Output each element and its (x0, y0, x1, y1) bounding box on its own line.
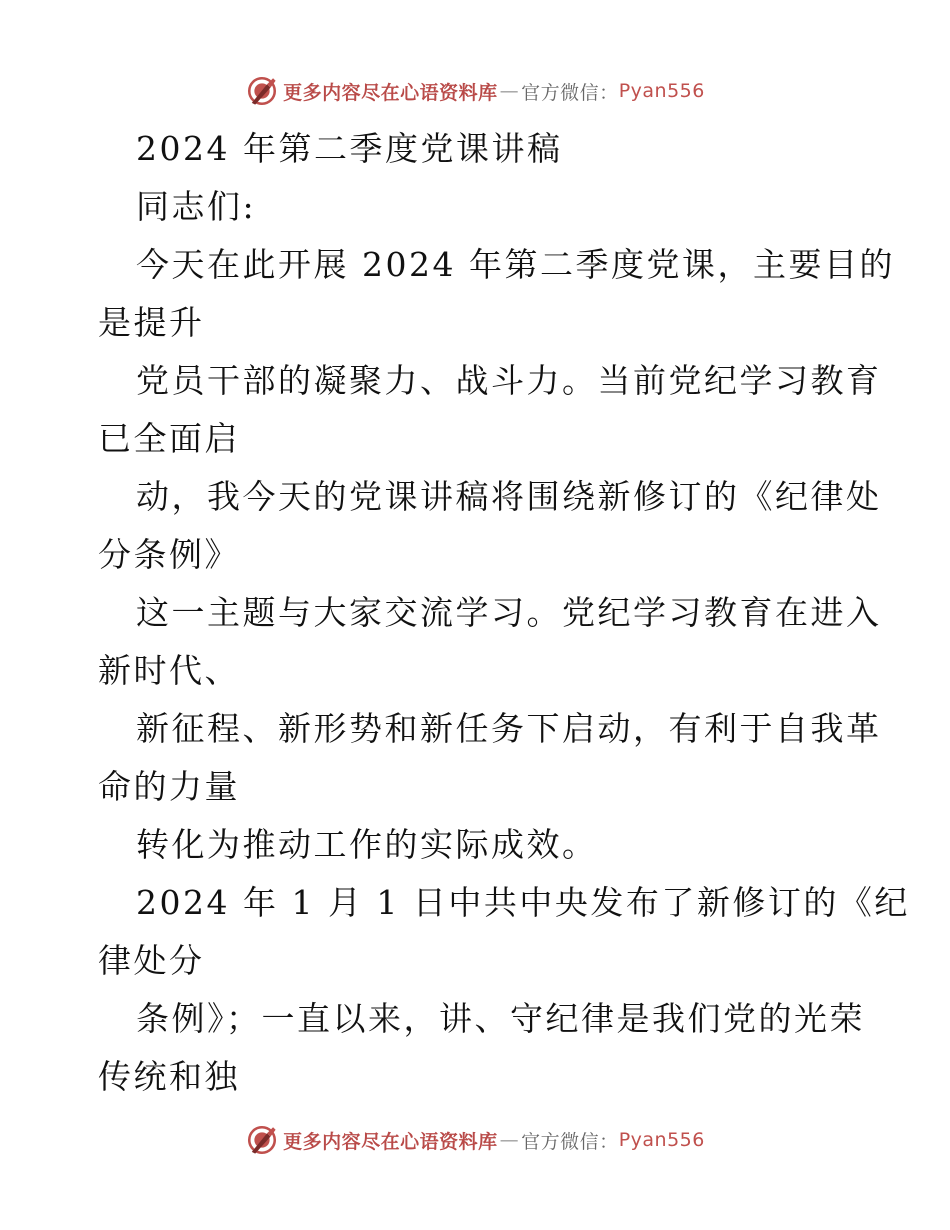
pen-seal-icon (245, 1123, 279, 1157)
text-line: 今天在此开展 2024 年第二季度党课，主要目的 (136, 245, 895, 284)
text-line: 动，我今天的党课讲稿将围绕新修订的《纪律处 (136, 477, 882, 516)
watermark-brand: 更多内容尽在心语资料库 (283, 81, 498, 104)
text-line: 分条例》 (98, 535, 240, 574)
watermark-wechat-id: Pyan556 (618, 1129, 705, 1151)
salutation: 同志们: (136, 187, 257, 226)
watermark-header (0, 71, 950, 111)
text-line: 转化为推动工作的实际成效。 (136, 825, 598, 864)
watermark-footer (0, 1120, 950, 1160)
watermark-label: 官方微信： (521, 1130, 619, 1153)
watermark-label: 官方微信： (521, 81, 619, 104)
document-title: 2024 年第二季度党课讲稿 (136, 129, 563, 168)
text-line: 传统和独 (98, 1057, 240, 1096)
watermark-dash: — (499, 80, 520, 102)
text-line: 是提升 (98, 303, 205, 342)
watermark-dash: — (499, 1129, 520, 1151)
text-line: 命的力量 (98, 767, 240, 806)
watermark-brand: 更多内容尽在心语资料库 (283, 1130, 498, 1153)
pen-seal-icon (245, 74, 279, 108)
text-line: 2024 年 1 月 1 日中共中央发布了新修订的《纪 (136, 883, 910, 922)
text-line: 律处分 (98, 941, 205, 980)
text-line: 已全面启 (98, 419, 240, 458)
text-line: 这一主题与大家交流学习。党纪学习教育在进入 (136, 593, 882, 632)
text-line: 新时代、 (98, 651, 240, 690)
text-line: 党员干部的凝聚力、战斗力。当前党纪学习教育 (136, 361, 882, 400)
text-line: 新征程、新形势和新任务下启动，有利于自我革 (136, 709, 882, 748)
text-line: 条例》；一直以来，讲、守纪律是我们党的光荣 (136, 999, 865, 1038)
document-body (98, 120, 910, 1106)
watermark-wechat-id: Pyan556 (618, 80, 705, 102)
